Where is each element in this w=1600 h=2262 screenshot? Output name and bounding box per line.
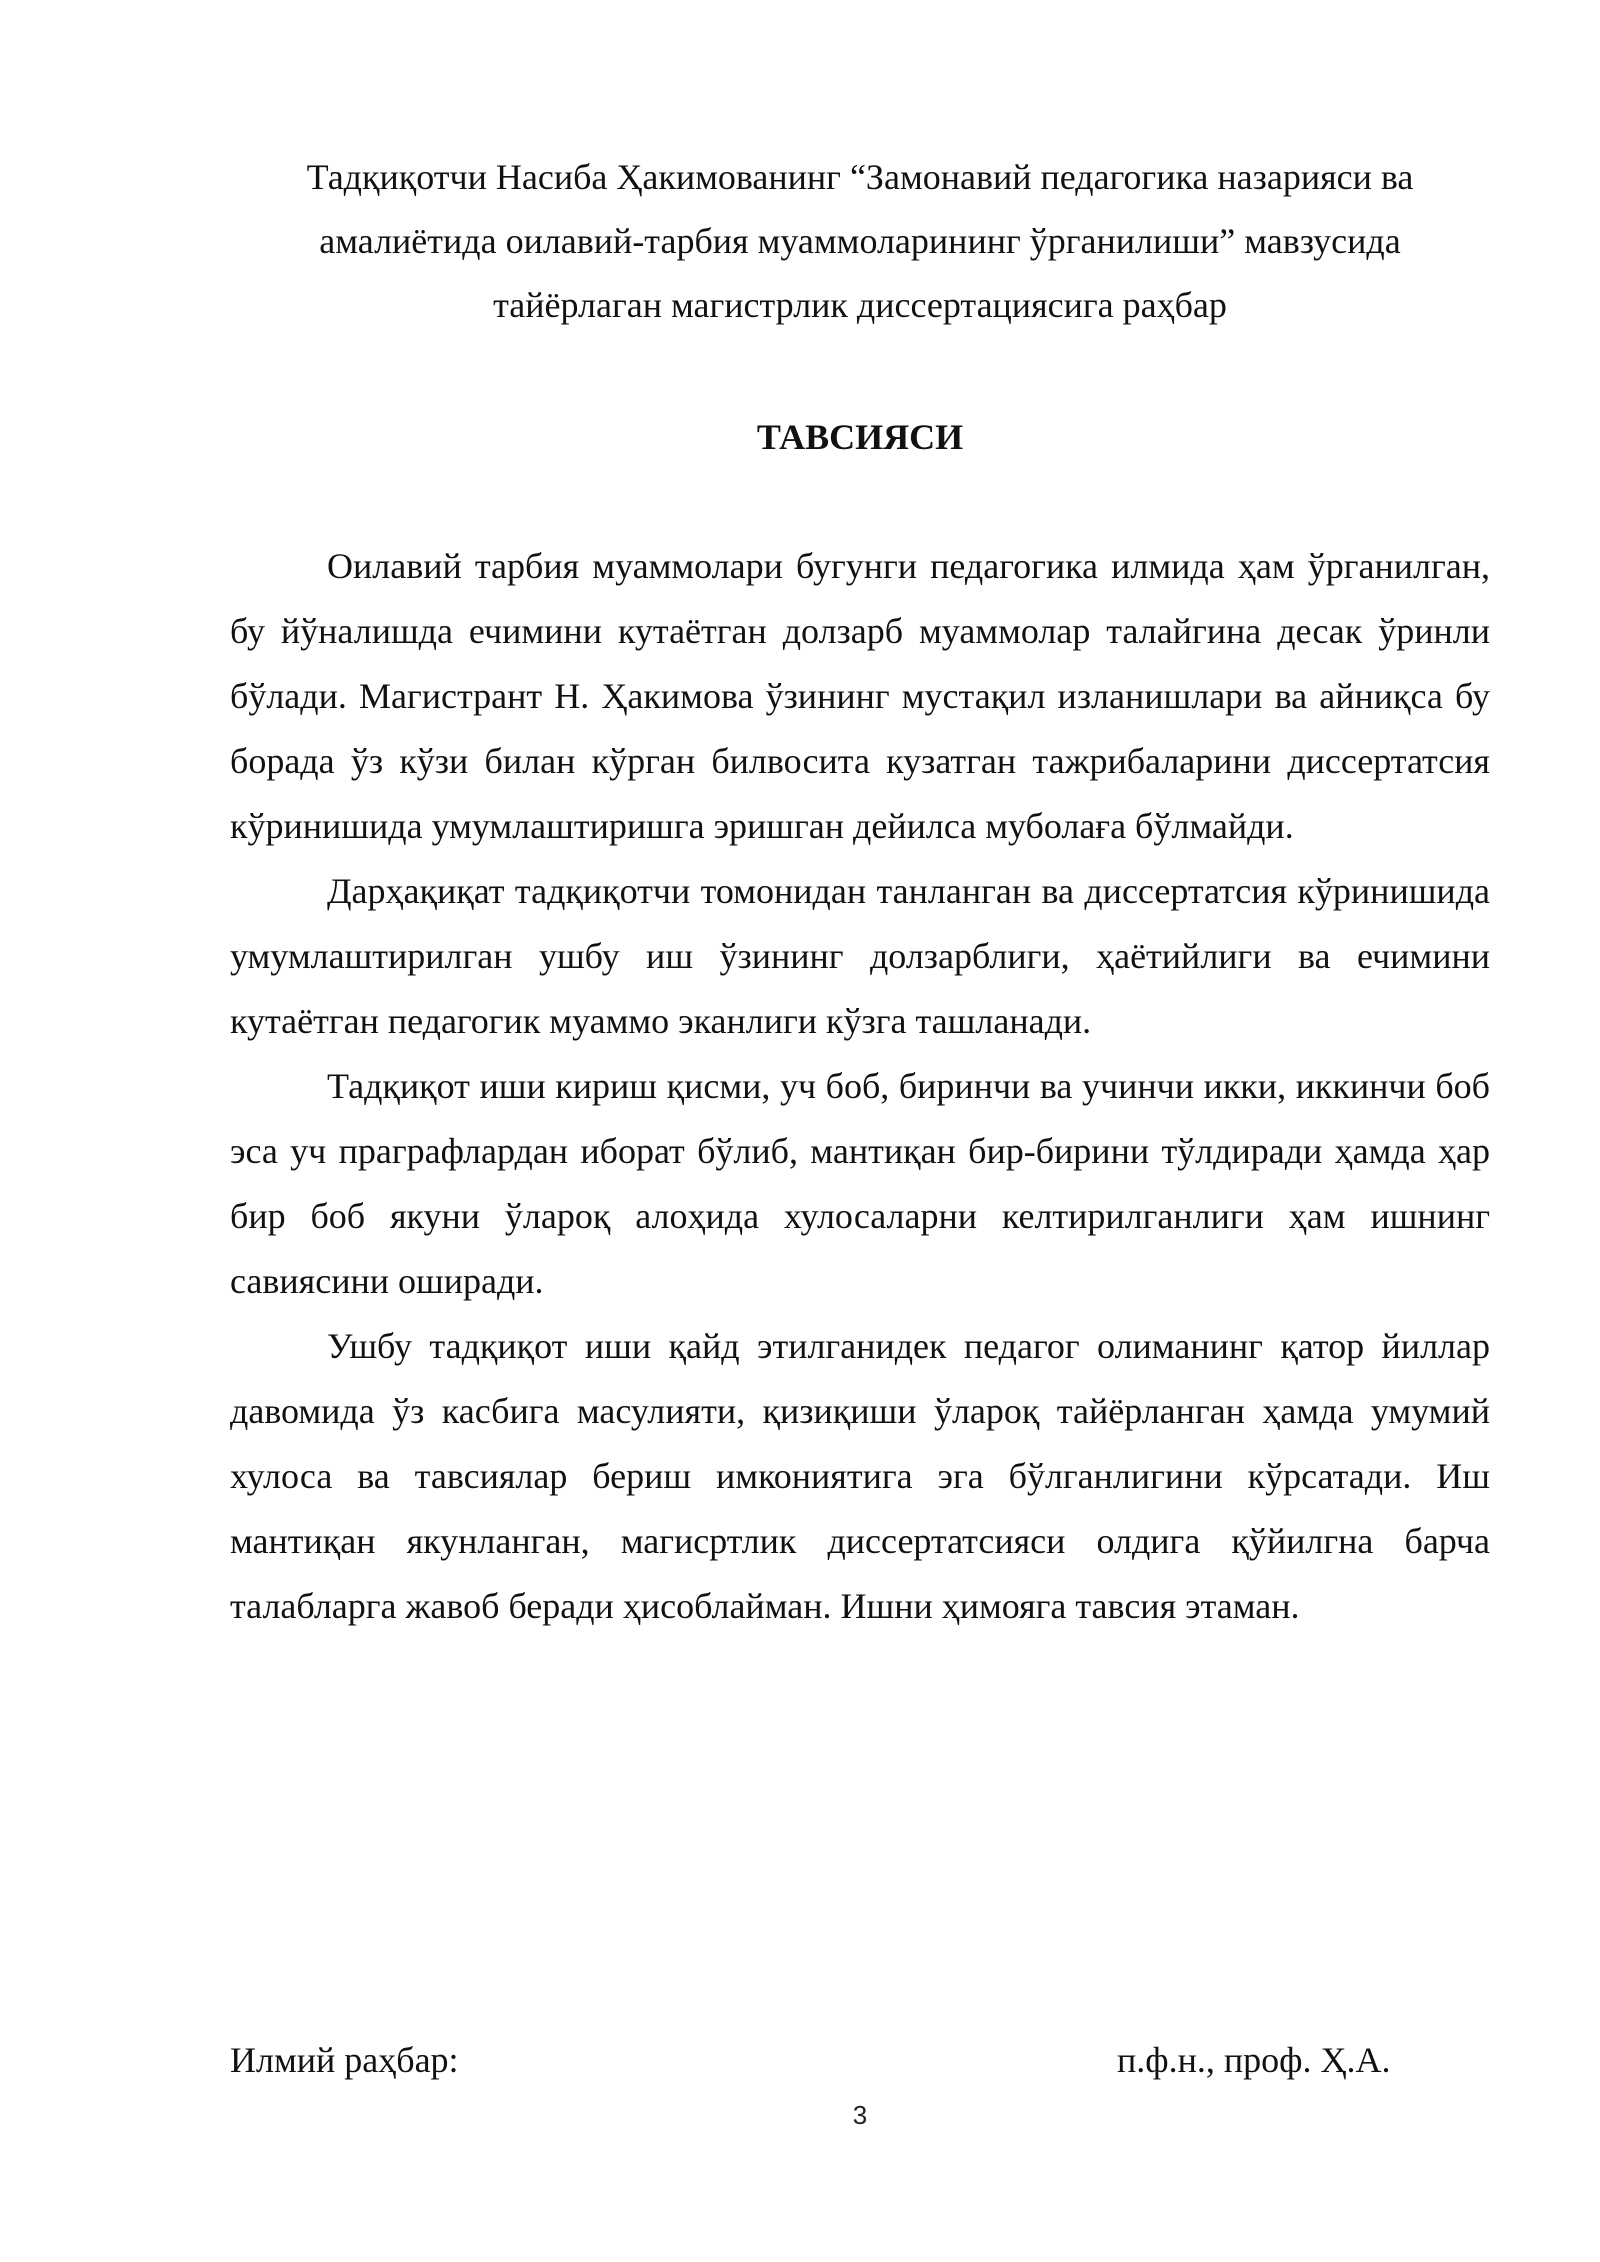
header-line: Тадқиқотчи Насиба Ҳакимованинг “Замонавий педагогика назарияси ва (306, 157, 1414, 197)
body-paragraph: Оилавий тарбия муаммолари бугунги педагогика илмида ҳам ўрганилган, бу йўналишда ечимини кутаётган долзарб муаммолар талайгина десак ўринли бўлади. Магистрант Н. Ҳакимова ўзининг мустақил изланишлари ва айниқса бу борада ўз кўзи билан кўрган билвосита кузатган тажрибаларини диссертатсия кўринишида умумлаштиришга эришган дейилса муболаға бўлмайди. (230, 546, 1490, 846)
body-paragraph: Тадқиқот иши кириш қисми, уч боб, биринчи ва учинчи икки, иккинчи боб эса уч праграфлардан иборат бўлиб, мантиқан бир-бирини тўлдиради ҳамда ҳар бир боб якуни ўлароқ алоҳида хулосаларни келтирилганлиги ҳам ишнинг савиясини оширади. (230, 1066, 1490, 1301)
document-body (230, 534, 1490, 1639)
body-paragraph: Дарҳақиқат тадқиқотчи томонидан танланган ва диссертатсия кўринишида умумлаштирилган ушбу иш ўзининг долзарблиги, ҳаётийлиги ва ечимини кутаётган педагогик муаммо эканлиги кўзга ташланади. (230, 871, 1490, 1041)
signature-name: п.ф.н., проф. Ҳ.А. (1117, 2040, 1391, 2080)
header-line: тайёрлаган магистрлик диссертациясига раҳбар (493, 285, 1227, 325)
body-paragraph: Ушбу тадқиқот иши қайд этилганидек педагог олиманинг қатор йиллар давомида ўз касбига масулияти, қизиқиши ўлароқ тайёрланган ҳамда умумий хулоса ва тавсиялар бериш имкониятига эга бўлганлигини кўрсатади. Иш мантиқан якунланган, магисртлик диссертатсияси олдига қўйилгна барча талабларга жавоб беради ҳисоблайман. Ишни ҳимояга тавсия этаман. (230, 1326, 1490, 1626)
header-line: амалиётида оилавий-тарбия муаммоларининг ўрганилиши” мавзусида (319, 221, 1401, 261)
signature-label: Илмий раҳбар: (230, 2040, 459, 2080)
document-header (230, 145, 1490, 337)
document-title: ТАВСИЯСИ (756, 417, 964, 457)
page-number: 3 (852, 2100, 868, 2130)
